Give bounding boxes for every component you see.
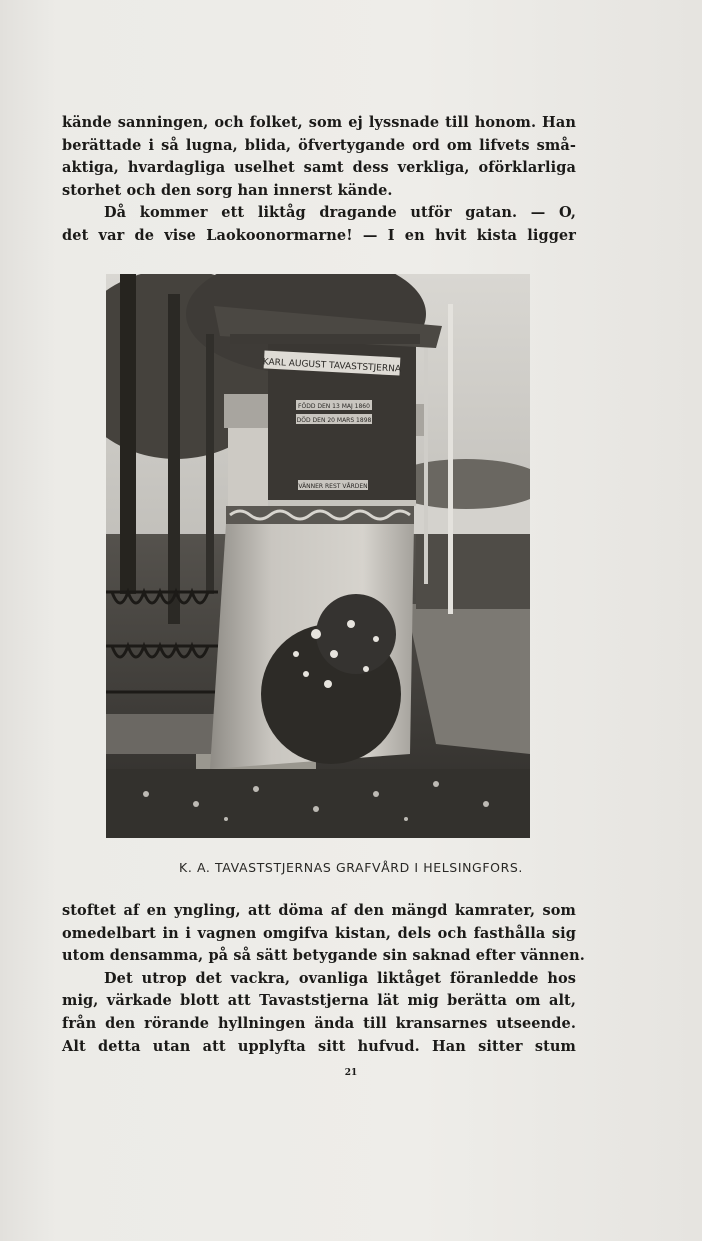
text-line: Alt detta utan att upplyfta sitt hufvud. Han sitter stum [62, 1037, 576, 1055]
text-line: aktiga, hvardagliga uselhet samt dess verkliga, oförklarliga [62, 159, 576, 177]
text-line: kände sanningen, och folket, som ej lyssnade till honom. Han [62, 114, 576, 131]
inscription-bottom: VÄNNER REST VÅRDEN [298, 483, 368, 490]
text-line: omedelbart in i vagnen omgifva kistan, dels och fasthålla sig [62, 924, 576, 942]
text-line: utom densamma, på så sätt betygande sin saknad efter vännen. [62, 947, 585, 965]
inscription-born: FÖDD DEN 13 MAJ 1860 [298, 403, 370, 410]
inscription-name: KARL AUGUST TAVASTSTJERNA [262, 357, 402, 375]
text-block-bottom [62, 900, 585, 1058]
text-line: från den rörande hyllningen ända till kransarnes utseende. [62, 1014, 576, 1032]
text-line: mig, värkade blott att Tavaststjerna lät mig berätta om alt, [62, 992, 576, 1010]
page-number: 21 [344, 1068, 358, 1078]
text-line: storhet och den sorg han innerst kände. [62, 181, 393, 199]
grave-monument-photo [106, 274, 530, 838]
text-line: Det utrop det vackra, ovanliga liktåget föranledde hos [104, 969, 576, 987]
text-line: stoftet af en yngling, att döma af den mängd kamrater, som [62, 902, 576, 919]
text-block-top [62, 112, 576, 248]
photo-caption: K. A. TAVASTSTJERNAS GRAFVÅRD I HELSINGFORS. [179, 860, 523, 875]
text-line: det var de vise Laokoonormarne! — I en hvit kista ligger [62, 226, 576, 244]
text-line: Då kommer ett liktåg dragande utför gatan. — O, [104, 204, 576, 222]
inscription-died: DÖD DEN 20 MARS 1898 [296, 417, 372, 424]
text-line: berättade i så lugna, blida, öfvertygande ord om lifvets små- [62, 136, 576, 154]
